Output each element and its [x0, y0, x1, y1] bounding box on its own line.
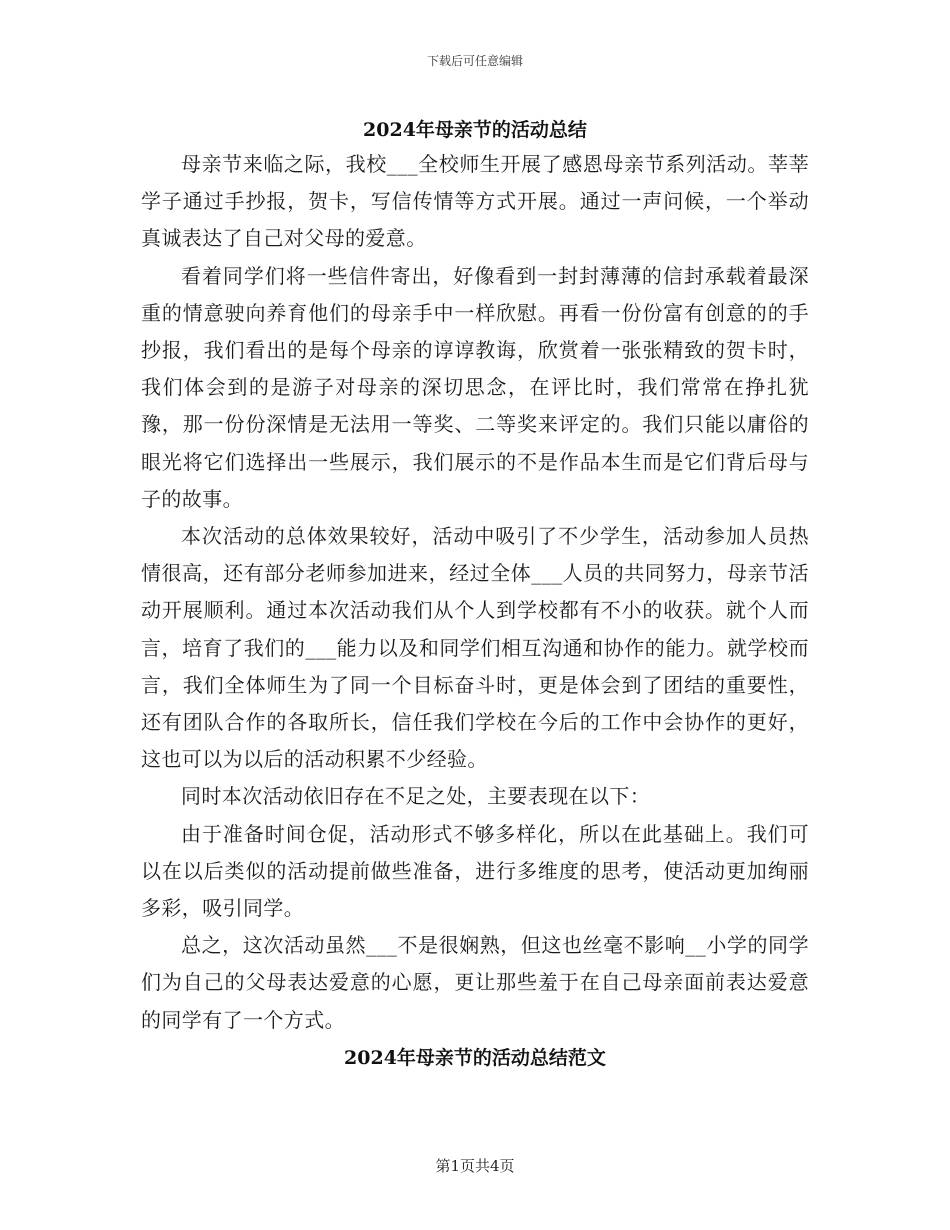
paragraph-2: 看着同学们将一些信件寄出，好像看到一封封薄薄的信封承载着最深重的情意驶向养育他们的母亲手中一样欣慰。再看一份份富有创意的的手抄报，我们看出的是每个母亲的谆谆教诲，欣赏着一张张精致的贺卡时，我们体会到的是游子对母亲的深切思念，在评比时，我们常常在挣扎犹豫，那一份份深情是无法用一等奖、二等奖来评定的。我们只能以庸俗的眼光将它们选择出一些展示，我们展示的不是作品本生而是它们背后母与子的故事。	[141, 263, 809, 511]
page-number-footer: 第1页共4页	[435, 1157, 515, 1175]
paragraph-1: 母亲节来临之际，我校___全校师生开展了感恩母亲节系列活动。莘莘学子通过手抄报，贺卡，写信传情等方式开展。通过一声问候，一个举动真诚表达了自己对父母的爱意。	[141, 152, 809, 251]
paragraph-4: 同时本次活动依旧存在不足之处，主要表现在以下：	[181, 784, 651, 809]
paragraph-3: 本次活动的总体效果较好，活动中吸引了不少学生，活动参加人员热情很高，还有部分老师参加进来，经过全体___人员的共同努力，母亲节活动开展顺利。通过本次活动我们从个人到学校都有不小的收获。就个人而言，培育了我们的___能力以及和同学们相互沟通和协作的能力。就学校而言，我们全体师生为了同一个目标奋斗时，更是体会到了团结的重要性，还有团队合作的各取所长，信任我们学校在今后的工作中会协作的更好，这也可以为以后的活动积累不少经验。	[141, 524, 809, 772]
header-note: 下载后可任意编辑	[426, 54, 523, 68]
document-title: 2024年母亲节的活动总结	[363, 119, 587, 141]
next-section-title: 2024年母亲节的活动总结范文	[344, 1047, 606, 1069]
document-body	[141, 146, 809, 1039]
paragraph-5: 由于准备时间仓促，活动形式不够多样化，所以在此基础上。我们可以在以后类似的活动提前做些准备，进行多维度的思考，使活动更加绚丽多彩，吸引同学。	[141, 821, 809, 921]
paragraph-6: 总之，这次活动虽然___不是很娴熟，但这也丝毫不影响__小学的同学们为自己的父母表达爱意的心愿，更让那些羞于在自己母亲面前表达爱意的同学有了一个方式。	[141, 933, 809, 1032]
